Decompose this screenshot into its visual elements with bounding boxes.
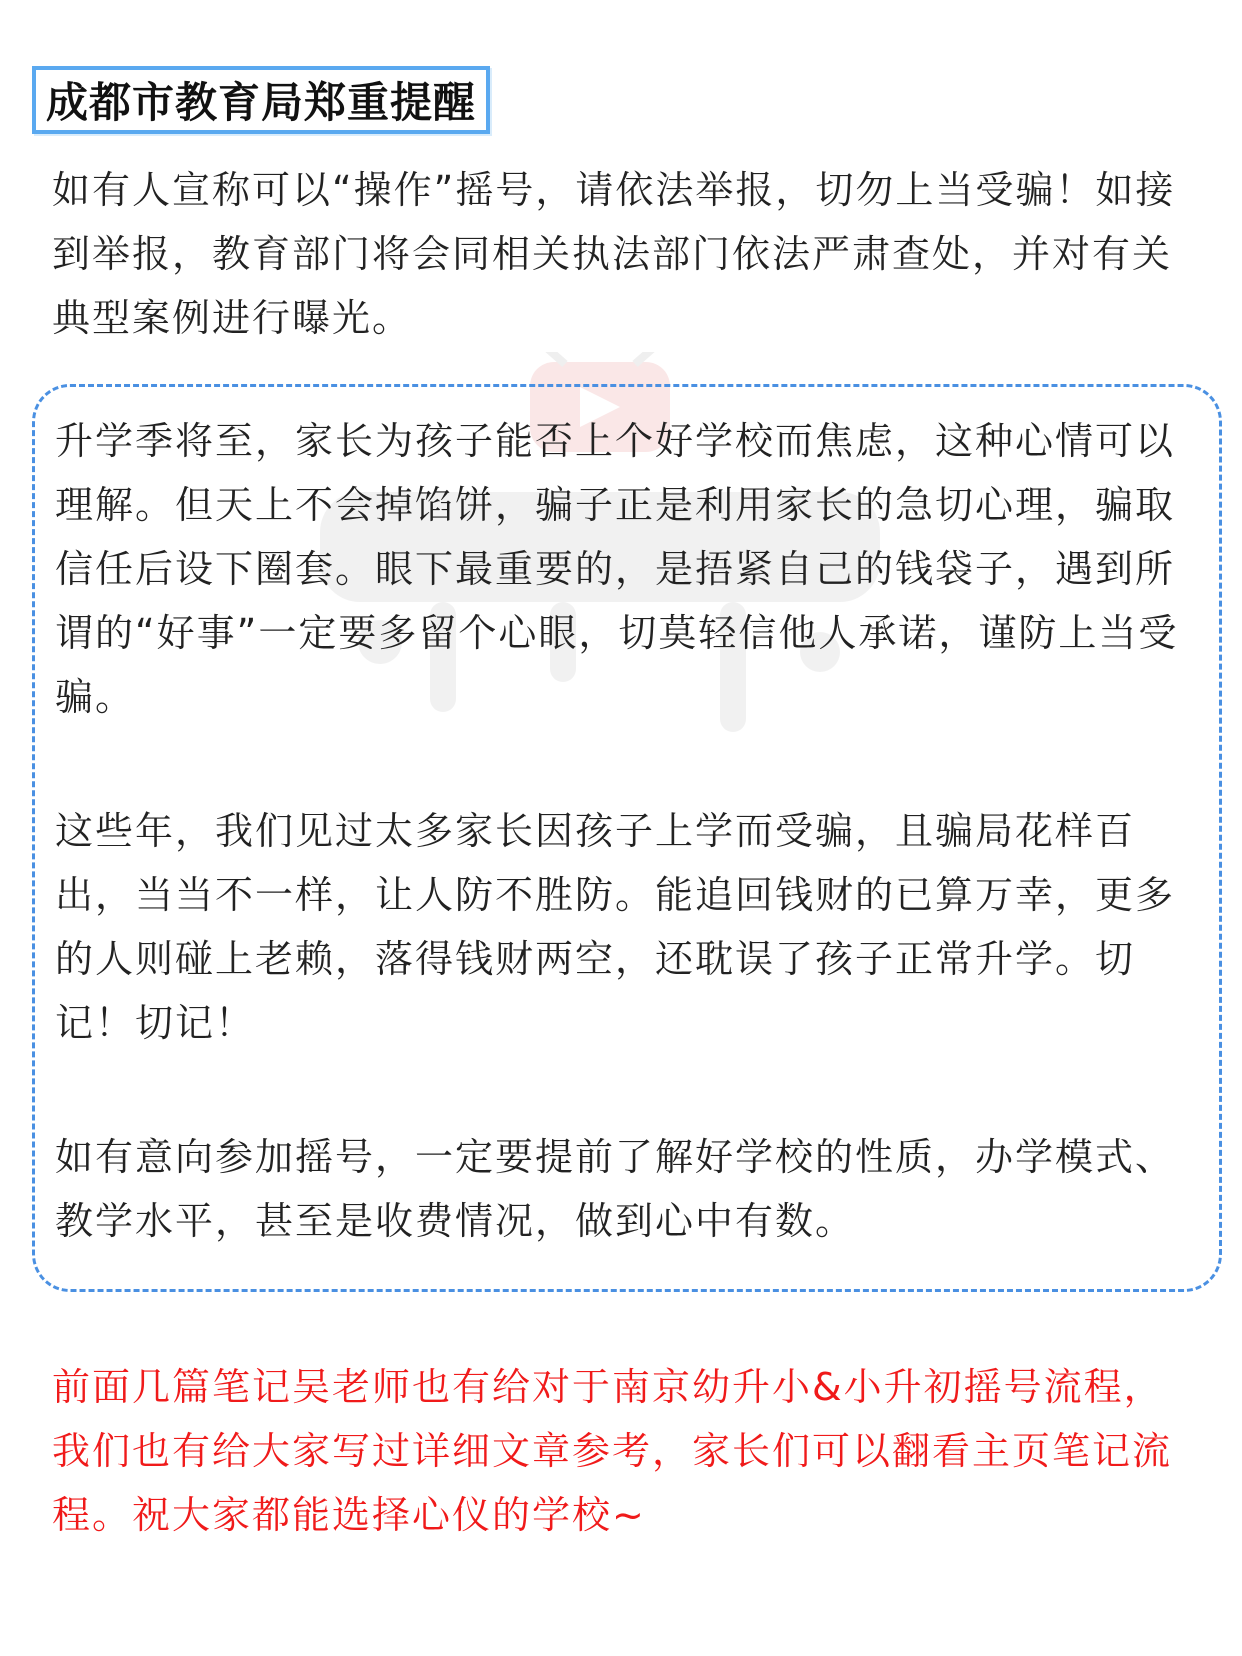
notice-paragraph-1: 升学季将至，家长为孩子能否上个好学校而焦虑，这种心情可以理解。但天上不会掉馅饼，骗子正是利用家长的急切心理，骗取信任后设下圈套。眼下最重要的，是捂紧自己的钱袋子，遇到所谓的“好事”一定要多留个心眼，切莫轻信他人承诺，谨防上当受骗。 xyxy=(55,419,1179,719)
notice-paragraph-2: 这些年，我们见过太多家长因孩子上学而受骗，且骗局花样百出，当当不一样，让人防不胜防。能追回钱财的已算万幸，更多的人则碰上老赖，落得钱财两空，还耽误了孩子正常升学。切记！切记！ xyxy=(55,809,1176,1045)
page-title: 成都市教育局郑重提醒 xyxy=(46,78,477,127)
notice-paragraph-3: 如有意向参加摇号，一定要提前了解好学校的性质，办学模式、教学水平，甚至是收费情况，做到心中有数。 xyxy=(55,1135,1176,1243)
footer-note: 前面几篇笔记吴老师也有给对于南京幼升小&小升初摇号流程，我们也有给大家写过详细文章参考，家长们可以翻看主页笔记流程。祝大家都能选择心仪的学校~ xyxy=(52,1365,1173,1537)
intro-paragraph: 如有人宣称可以“操作”摇号，请依法举报，切勿上当受骗！如接到举报，教育部门将会同相关执法部门依法严肃查处，并对有关典型案例进行曝光。 xyxy=(52,168,1176,340)
title-box xyxy=(32,66,490,134)
notice-box xyxy=(32,384,1222,1292)
